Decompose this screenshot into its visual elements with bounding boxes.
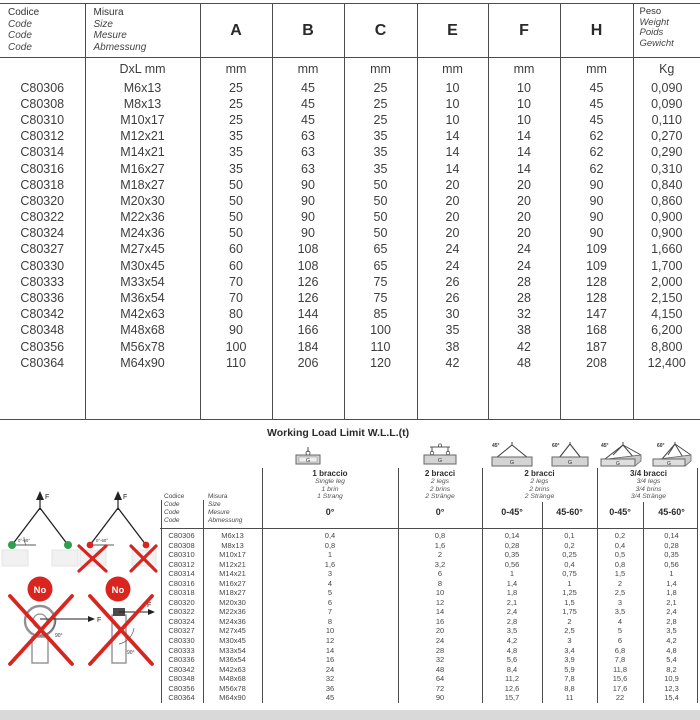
- empty-cell: [0, 58, 85, 80]
- table-header-row: [0, 4, 700, 58]
- svg-text:90°: 90°: [55, 633, 63, 639]
- size-header-line: Size: [93, 18, 113, 30]
- group-two-leg-angled: 2 bracci 2 legs 2 brins 2 Stränge: [524, 469, 555, 501]
- three-four-leg-60-icon: [649, 440, 697, 468]
- spacer-row: [0, 371, 700, 420]
- table-row: C80330 M30x45 60 108 65 24 24 109 1,700: [0, 258, 700, 274]
- code-header-line: Code: [8, 30, 32, 41]
- weight-header: [633, 4, 700, 58]
- wll-row: C80308 M8x13 0,8 1,6 0,28 0,2 0,4 0,28: [168, 540, 679, 550]
- angle-0-single: 0°: [325, 507, 335, 517]
- wll-table: [160, 531, 700, 703]
- dim-header-E: E: [417, 4, 488, 58]
- wll-row: C80318 M18x27 5 10 1,8 1,25 2,5 1,8: [168, 588, 677, 598]
- angle-45-60-two-leg: 45-60°: [556, 507, 583, 517]
- weight-header-line: Poids: [639, 27, 664, 38]
- weight-header-line: Peso: [639, 6, 662, 17]
- svg-text:90°: 90°: [127, 650, 135, 656]
- dim-header-B: B: [272, 4, 344, 58]
- svg-text:F: F: [147, 602, 152, 609]
- table-row: C80312 M12x21 35 63 35 14 14 62 0,270: [0, 128, 700, 144]
- bad-anchor-dot: [143, 542, 150, 549]
- table-row: C80308 M8x13 25 45 25 10 10 45 0,090: [0, 96, 700, 112]
- svg-text:0°-60°: 0°-60°: [96, 538, 109, 543]
- two-leg-60-icon: [546, 440, 594, 468]
- table-row: C80306 M6x13 25 45 25 10 10 45 0,090: [0, 80, 700, 96]
- dim-header-F: F: [488, 4, 560, 58]
- correct-sling-diagram: [2, 491, 78, 566]
- group-two-leg-vertical: 2 bracci 2 legs 2 brins 2 Stränge: [424, 469, 456, 501]
- code-header-line: Codice: [8, 7, 40, 18]
- wll-code-header: Codice Code Code Code: [164, 493, 185, 524]
- angle-0-two-leg: 0°: [435, 507, 445, 517]
- usage-diagrams: [0, 488, 158, 710]
- table-row: C80364 M64x90 110 206 120 42 48 208 12,400: [0, 355, 700, 371]
- svg-text:F: F: [123, 494, 128, 501]
- svg-text:0°-60°: 0°-60°: [18, 538, 31, 543]
- svg-text:G: G: [667, 461, 671, 467]
- svg-text:G: G: [437, 458, 443, 464]
- table-row: C80348 M48x68 90 166 100 35 38 168 6,200: [0, 322, 700, 338]
- table-row: C80322 M22x36 50 90 50 20 20 90 0,900: [0, 209, 700, 225]
- two-leg-45-icon: [488, 440, 536, 468]
- svg-text:F: F: [97, 617, 102, 624]
- wll-title: Working Load Limit W.L.L.(t): [267, 427, 410, 439]
- svg-text:G: G: [305, 458, 311, 464]
- table-row: C80320 M20x30 50 90 50 20 20 90 0,860: [0, 193, 700, 209]
- dim-header-A: A: [200, 4, 272, 58]
- no-side-load-diagram-1: [10, 577, 101, 665]
- code-header-line: Code: [8, 41, 32, 53]
- wll-row: C80324 M24x36 8 16 2,8 2 4 2,8: [168, 616, 677, 626]
- three-four-leg-45-icon: [597, 440, 645, 468]
- eyebolt-shank: [32, 637, 48, 663]
- table-row: C80333 M33x54 70 126 75 26 28 128 2,000: [0, 274, 700, 290]
- size-header: [85, 4, 200, 58]
- kg-unit: Kg: [659, 61, 675, 76]
- table-row: C80314 M14x21 35 63 35 14 14 62 0,290: [0, 144, 700, 160]
- table-row: C80316 M16x27 35 63 35 14 14 62 0,310: [0, 160, 700, 176]
- wll-header-divider: [160, 528, 698, 529]
- wll-row: C80320 M20x30 6 12 2,1 1,5 3 2,1: [168, 597, 677, 607]
- table-unit-row: [0, 58, 700, 80]
- svg-text:G: G: [616, 461, 620, 467]
- bottom-gray-strip: [0, 710, 700, 720]
- wll-row: C80342 M42x63 24 48 8,4 5,9 11,8 8,2: [168, 664, 677, 674]
- angle-45-60-three-four: 45-60°: [658, 507, 685, 517]
- wll-row: C80306 M6x13 0,4 0,8 0,14 0,1 0,2 0,14: [168, 531, 679, 540]
- mm-unit: mm: [344, 58, 417, 80]
- wll-row: C80322 M22x36 7 14 2,4 1,75 3,5 2,4: [168, 607, 677, 617]
- table-row: C80327 M27x45 60 108 65 24 24 109 1,660: [0, 241, 700, 257]
- table-row: C80342 M42x63 80 144 85 30 32 147 4,150: [0, 306, 700, 322]
- bad-anchor-dot: [87, 542, 94, 549]
- table-row: C80356 M56x78 100 184 110 38 42 187 8,800: [0, 339, 700, 355]
- table-row: C80318 M18x27 50 90 50 20 20 90 0,840: [0, 177, 700, 193]
- wll-size-header: Misura Size Mesure Abmessung: [208, 493, 243, 524]
- wll-row: C80314 M14x21 3 6 1 0,75 1,5 1: [168, 569, 674, 579]
- dimensions-table: [0, 3, 700, 420]
- table-row: C80324 M24x36 50 90 50 20 20 90 0,900: [0, 225, 700, 241]
- wll-row: C80316 M16x27 4 8 1,4 1 2 1,4: [168, 578, 677, 588]
- two-leg-vertical-icon: [418, 443, 462, 467]
- wll-row: C80312 M12x21 1,6 3,2 0,56 0,4 0,8 0,56: [168, 559, 679, 569]
- wll-row: C80330 M30x45 12 24 4,2 3 6 4,2: [168, 636, 677, 646]
- wll-row: C80333 M33x54 14 28 4,8 3,4 6,8 4,8: [168, 645, 677, 655]
- svg-text:60°: 60°: [657, 443, 665, 449]
- size-header-line: Misura: [93, 7, 124, 18]
- dim-header-C: C: [344, 4, 417, 58]
- svg-text:G: G: [567, 460, 573, 466]
- ok-anchor-dot: [8, 541, 16, 549]
- code-header-line: Code: [8, 18, 32, 30]
- mm-unit: mm: [272, 58, 344, 80]
- table-row: C80310 M10x17 25 45 25 10 10 45 0,110: [0, 112, 700, 128]
- size-header-line: Mesure: [93, 30, 127, 41]
- table-row: C80336 M36x54 70 126 75 26 28 128 2,150: [0, 290, 700, 306]
- mm-unit: mm: [488, 58, 560, 80]
- code-header: [0, 4, 85, 58]
- wll-row: C80364 M64x90 45 90 15,7 11 22 15,4: [168, 693, 679, 703]
- wll-row: C80348 M48x68 32 64 11,2 7,8 15,6 10,9: [168, 674, 679, 684]
- svg-text:G: G: [509, 460, 515, 466]
- svg-text:60°: 60°: [552, 443, 560, 449]
- size-unit: DxL mm: [85, 58, 200, 80]
- weight-header-line: Weight: [639, 16, 669, 28]
- angle-0-45-two-leg: 0-45°: [501, 507, 523, 517]
- svg-text:45°: 45°: [601, 443, 609, 449]
- svg-text:45°: 45°: [492, 443, 500, 449]
- wll-row: C80310 M10x17 1 2 0,35 0,25 0,5 0,35: [168, 550, 679, 560]
- wll-row: C80327 M27x45 10 20 3,5 2,5 5 3,5: [168, 626, 677, 636]
- mm-unit: mm: [417, 58, 488, 80]
- group-single-leg: 1 braccio Single leg 1 brin 1 Strang: [312, 469, 348, 501]
- size-header-line: Abmessung: [93, 41, 147, 53]
- group-three-four-leg: 3/4 bracci 3/4 legs 3/4 brins 3/4 Stränge: [630, 469, 667, 501]
- svg-text:No: No: [33, 585, 47, 596]
- wll-row: C80356 M56x78 36 72 12,6 8,8 17,6 12,3: [168, 683, 679, 693]
- angle-0-45-three-four: 0-45°: [609, 507, 631, 517]
- ok-anchor-dot: [64, 541, 72, 549]
- svg-text:No: No: [111, 585, 125, 596]
- wll-row: C80336 M36x54 16 32 5,6 3,9 7,8 5,4: [168, 655, 677, 665]
- mm-unit: mm: [560, 58, 633, 80]
- svg-text:F: F: [45, 494, 50, 501]
- single-leg-icon: [288, 445, 328, 467]
- weight-header-line: Gewicht: [639, 37, 674, 49]
- incorrect-sling-diagram: [79, 491, 156, 571]
- dim-header-H: H: [560, 4, 633, 58]
- mm-unit: mm: [200, 58, 272, 80]
